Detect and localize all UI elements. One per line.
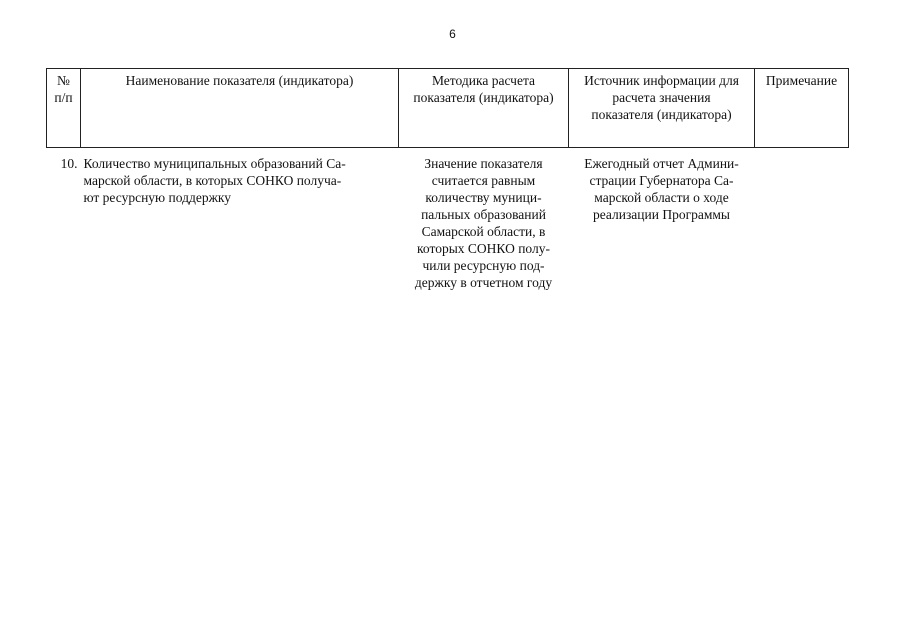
calculation-method: Значение показателя считается равным количеству муници- пальных образований Самарской области, в которых СОНКО полу- чили ресурсную под- держку в отчетном году <box>414 156 553 290</box>
header-calculation-method: Методика расчета показателя (индикатора) <box>399 69 569 148</box>
table-row <box>47 148 849 292</box>
page-number: 6 <box>449 27 456 41</box>
header-indicator-name: Наименование показателя (индикатора) <box>81 69 399 148</box>
row-number: 10. <box>60 156 78 171</box>
header-information-source: Источник информации для расчета значения показателя (индикатора) <box>569 69 755 148</box>
indicators-table <box>46 68 849 291</box>
table-header-row <box>47 69 849 148</box>
header-number: № п/п <box>47 69 81 148</box>
indicator-name: Количество муниципальных образований Са- марской области, в которых СОНКО получа- ют ресурсную поддержку <box>83 156 346 205</box>
note <box>755 148 849 292</box>
header-note: Примечание <box>755 69 849 148</box>
information-source: Ежегодный отчет Админи- страции Губернатора Са- марской области о ходе реализации Программы <box>584 156 739 222</box>
